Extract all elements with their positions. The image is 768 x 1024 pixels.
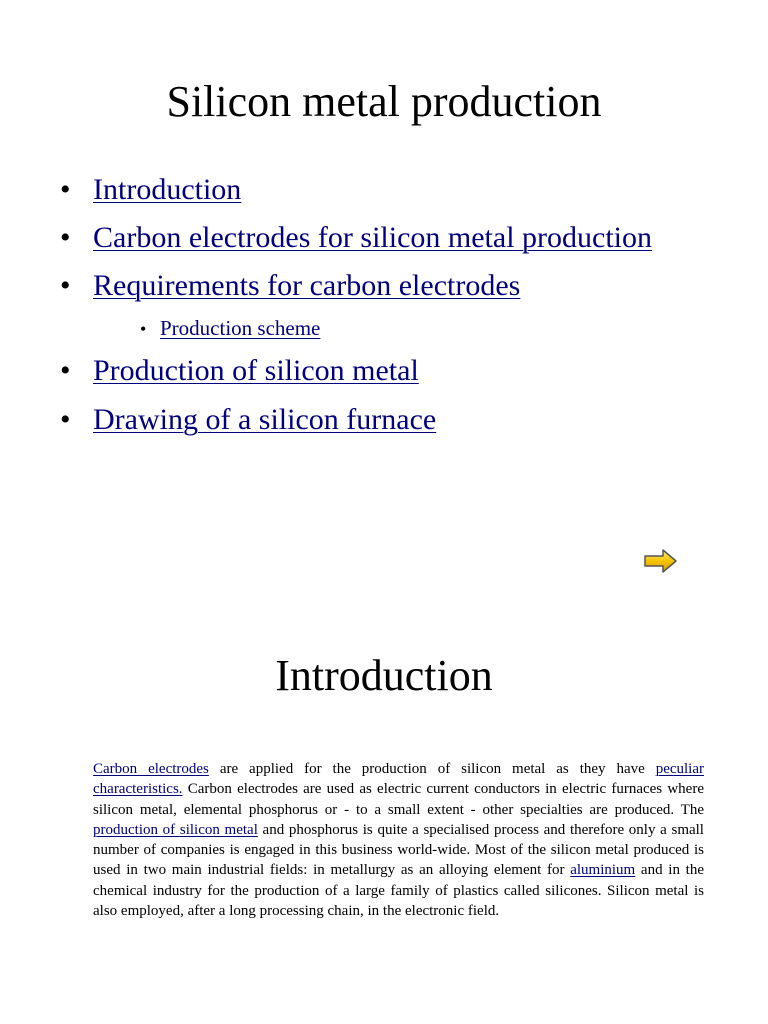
bullet: • [60, 173, 71, 206]
bullet: • [60, 269, 71, 302]
toc-link-introduction[interactable]: Introduction [93, 173, 242, 206]
toc-link-drawing-furnace[interactable]: Drawing of a silicon furnace [93, 403, 437, 436]
text-segment: are applied for the production of silicon metal as they have [208, 761, 656, 777]
toc-item-drawing-furnace [60, 400, 436, 440]
bullet: • [60, 221, 71, 254]
toc-link-carbon-electrodes[interactable]: Carbon electrodes for silicon metal production [93, 221, 652, 254]
bullet: • [140, 319, 147, 339]
section-title-introduction: Introduction [275, 651, 493, 700]
toc-link-requirements[interactable]: Requirements for carbon electrodes [93, 269, 521, 302]
right-arrow-icon[interactable] [644, 548, 678, 574]
text-segment: Carbon electrodes are used as electric current conductors in electric furnaces where silicon metal, elemental phosphorus or - to a small extent - other specialties are produced. The [93, 781, 704, 818]
link-production-of-silicon-metal[interactable]: production of silicon metal [93, 821, 258, 838]
introduction-paragraph [93, 759, 704, 921]
link-carbon-electrodes[interactable]: Carbon electrodes [93, 761, 209, 777]
link-peculiar-characteristics[interactable]: peculiar characteristics. [93, 761, 704, 798]
toc-item-requirements [60, 266, 520, 306]
toc-link-production-of-silicon-metal[interactable]: Production of silicon metal [93, 354, 419, 387]
text-segment: and phosphorus is quite a specialised process and therefore only a small number of companies is engaged in this business world-wide. Most of the silicon metal produced is used in two main industrial fields: in metallurgy as an alloying element for [93, 821, 704, 879]
text-segment: and in the chemical industry for the production of a large family of plastics called silicones. Silicon metal is also employed, after a long processing chain, in the electronic field. [93, 862, 705, 920]
toc-item-carbon-electrodes [60, 218, 652, 258]
toc-link-production-scheme[interactable]: Production scheme [160, 316, 321, 340]
toc-subitem-production-scheme [140, 314, 320, 342]
toc-item-introduction [60, 170, 241, 210]
link-aluminium[interactable]: aluminium [570, 862, 636, 879]
bullet: • [60, 354, 71, 387]
toc-item-production-of-silicon-metal [60, 351, 419, 391]
bullet: • [60, 403, 71, 436]
page-title: Silicon metal production [166, 77, 602, 126]
right-arrow-icon-graphic [644, 548, 678, 574]
